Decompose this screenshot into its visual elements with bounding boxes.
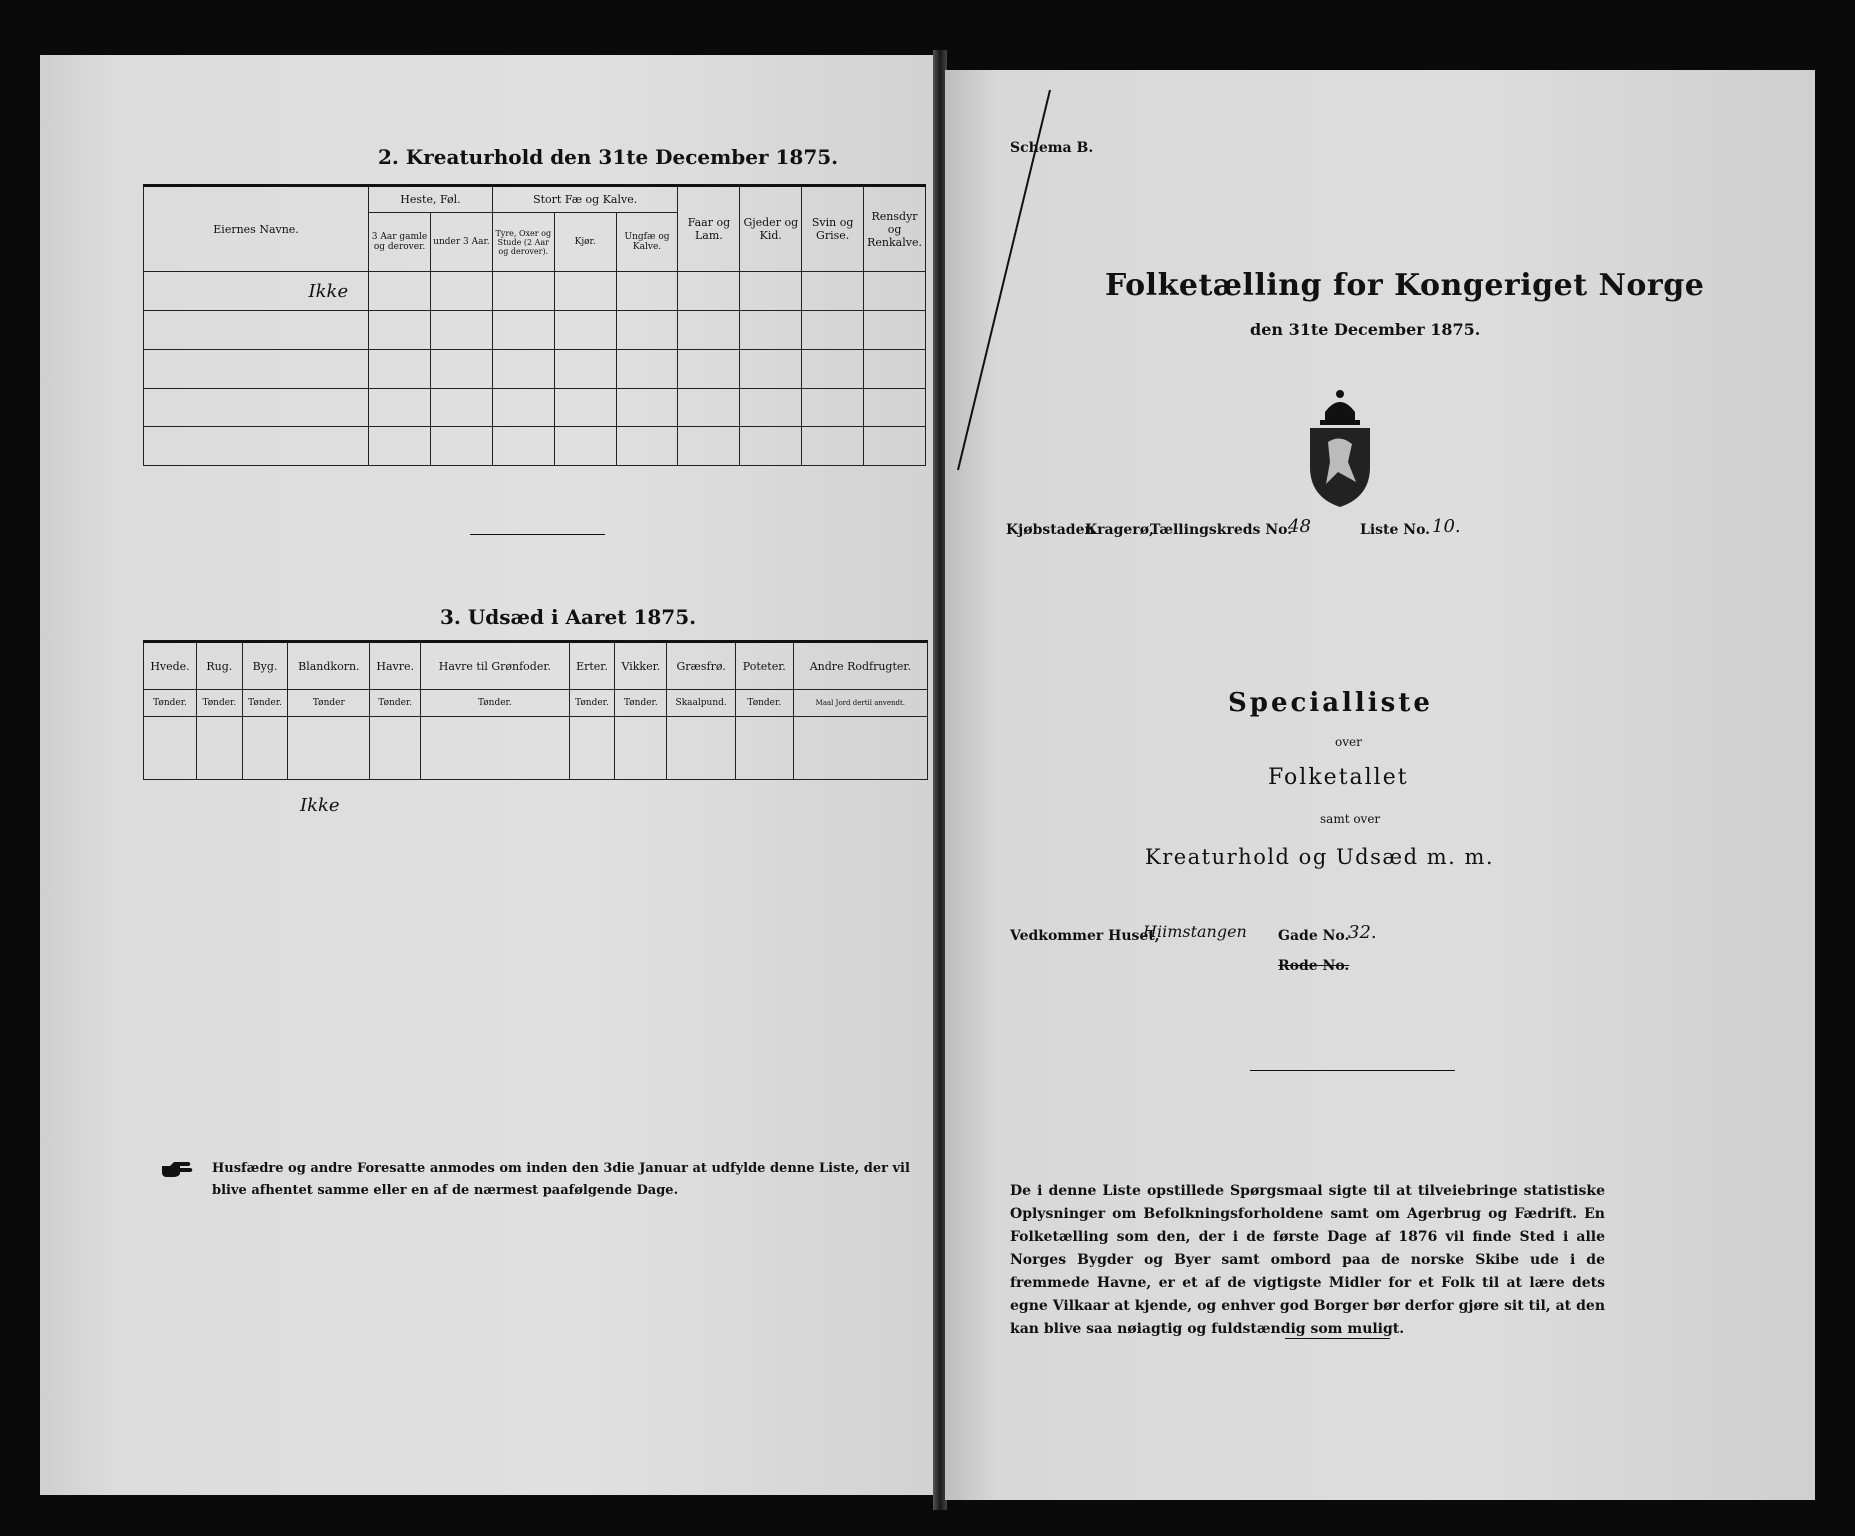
reindeer-header: Rensdyr og Renkalve. — [864, 186, 926, 272]
horses-young-header: under 3 Aar. — [430, 213, 492, 272]
wheat-header: Hvede. — [144, 642, 197, 690]
street-value: 32. — [1348, 922, 1377, 943]
divider-left — [470, 534, 605, 535]
divider-right-2 — [1285, 1338, 1390, 1339]
unit-mixed: Tønder — [288, 690, 370, 717]
fold-line — [950, 80, 1060, 480]
vetch-header: Vikker. — [615, 642, 667, 690]
section2-title: 2. Kreaturhold den 31te December 1875. — [378, 145, 839, 169]
livestock-table — [143, 184, 926, 466]
town-value: Kragerø, — [1085, 522, 1154, 538]
sowing-entry: Ikke — [300, 795, 340, 816]
list-value: 10. — [1432, 516, 1461, 537]
rye-header: Rug. — [197, 642, 243, 690]
schema-label: Schema B. — [1010, 140, 1094, 156]
samt-over-label: samt over — [1320, 812, 1381, 826]
street-label: Gade No. — [1278, 928, 1350, 944]
unit-oats: Tønder. — [370, 690, 421, 717]
unit-wheat: Tønder. — [144, 690, 197, 717]
specialliste-title: Specialliste — [1228, 688, 1433, 718]
horses-header: Heste, Føl. — [369, 186, 493, 213]
unit-oats-fodder: Tønder. — [421, 690, 570, 717]
unit-roots: Maal Jord dertil anvendt. — [793, 690, 927, 717]
date-line: den 31te December 1875. — [1250, 320, 1481, 339]
house-label: Vedkommer Huset, — [1010, 928, 1160, 944]
divider-right-1 — [1250, 1070, 1455, 1071]
mixed-grain-header: Blandkorn. — [288, 642, 370, 690]
pointing-hand-icon — [160, 1160, 196, 1178]
unit-barley: Tønder. — [242, 690, 288, 717]
oats-fodder-header: Havre til Grønfoder. — [421, 642, 570, 690]
potatoes-header: Poteter. — [735, 642, 793, 690]
horses-old-header: 3 Aar gamle og derover. — [369, 213, 431, 272]
pigs-header: Svin og Grise. — [802, 186, 864, 272]
town-label: Kjøbstaden — [1006, 522, 1095, 538]
unit-vetch: Tønder. — [615, 690, 667, 717]
coat-of-arms-icon — [1300, 382, 1380, 512]
root-crops-header: Andre Rodfrugter. — [793, 642, 927, 690]
unit-rye: Tønder. — [197, 690, 243, 717]
district-value: 48 — [1288, 516, 1311, 537]
list-label: Liste No. — [1360, 522, 1431, 538]
district-label: Tællingskreds No. — [1150, 522, 1293, 538]
main-title: Folketælling for Kongeriget Norge — [1105, 268, 1705, 303]
grass-seed-header: Græsfrø. — [667, 642, 736, 690]
rode-label: Rode No. — [1278, 958, 1350, 974]
peas-header: Erter. — [569, 642, 615, 690]
cows-header: Kjør. — [554, 213, 616, 272]
sowing-table — [143, 640, 928, 780]
young-cattle-header: Ungfæ og Kalve. — [616, 213, 678, 272]
bulls-header: Tyre, Oxer og Stude (2 Aar og derover). — [492, 213, 554, 272]
kreatur-title: Kreaturhold og Udsæd m. m. — [1145, 845, 1495, 869]
owner-header: Eiernes Navne. — [144, 186, 369, 272]
explanation-paragraph: De i denne Liste opstillede Spørgsmaal sigte til at tilveiebringe statistiske Oplysninger om Befolkningsforholdene samt om Agerbrug og Fædrift. En Folketælling som den, der i de første Dage af 1876 vil finde Sted i alle Norges Bygder og Byer samt ombord paa de norske Skibe ude i de fremmede Havne, er et af de vigtigste Midler for et Folk til at lære dets egne Vilkaar at kjende, og enhver god Borger bør derfor gjøre sit til, at den kan blive saa nøiagtig og fuldstændig som muligt. — [1010, 1183, 1605, 1337]
goats-header: Gjeder og Kid. — [740, 186, 802, 272]
unit-grass: Skaalpund. — [667, 690, 736, 717]
cattle-header: Stort Fæ og Kalve. — [492, 186, 678, 213]
section3-title: 3. Udsæd i Aaret 1875. — [440, 605, 697, 629]
unit-potatoes: Tønder. — [735, 690, 793, 717]
notice-text: Husfædre og andre Foresatte anmodes om inden den 3die Januar at udfylde denne Liste, der vil blive afhentet samme eller en af de nærmest paafølgende Dage. — [212, 1161, 910, 1198]
sheep-header: Faar og Lam. — [678, 186, 740, 272]
livestock-entry: Ikke — [144, 272, 369, 311]
house-value: Hiimstangen — [1143, 922, 1247, 941]
unit-peas: Tønder. — [569, 690, 615, 717]
over-label: over — [1335, 735, 1362, 749]
barley-header: Byg. — [242, 642, 288, 690]
folketallet-label: Folketallet — [1268, 765, 1409, 790]
oats-header: Havre. — [370, 642, 421, 690]
